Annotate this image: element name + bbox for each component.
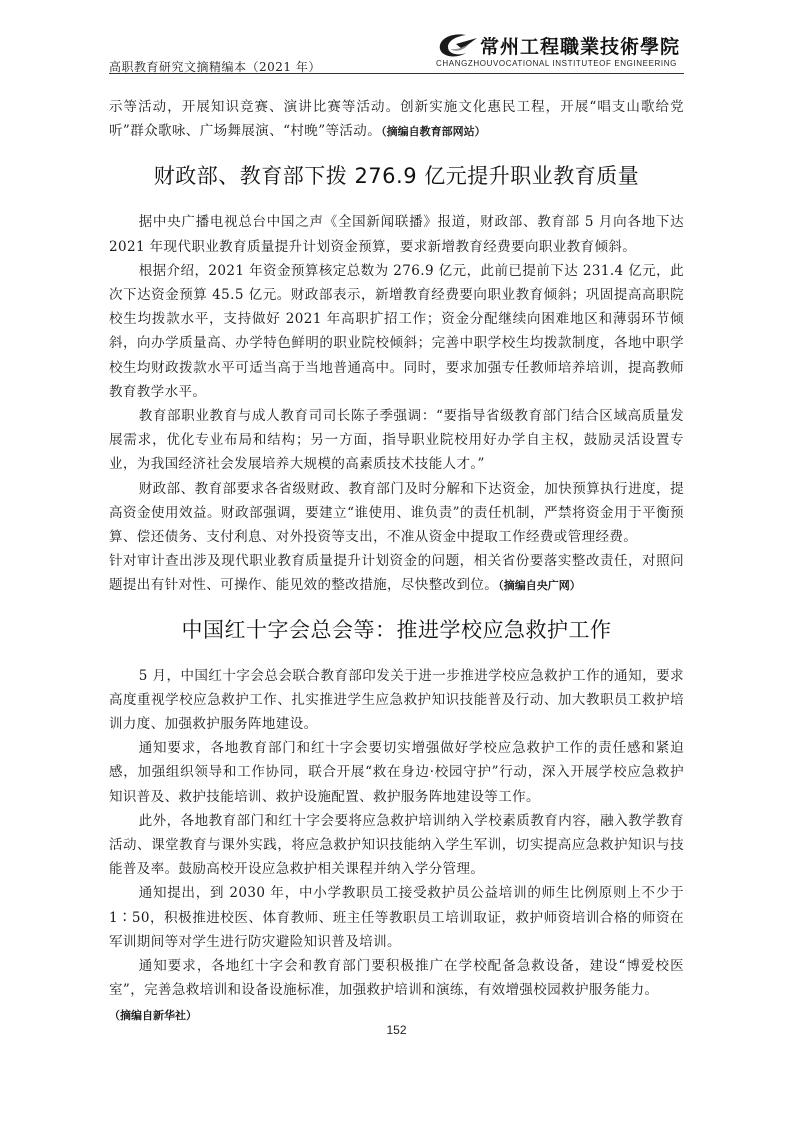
page-number: 152 bbox=[386, 1023, 407, 1037]
article1-paragraph: 财政部、教育部要求各省级财政、教育部门及时分解和下达资金，加快预算执行进度，提高资金使用效益。财政部强调，要建立“谁使用、谁负责”的责任机制，严禁将资金用于平衡预算、偿还债务、支付利息、对外投资等支出，不准从资金中提取工作经费或管理经费。 bbox=[109, 480, 684, 546]
intro-source: （摘编自教育部网站） bbox=[381, 125, 486, 139]
article1-paragraph: 根据介绍，2021 年资金预算核定总数为 276.9 亿元，此前已提前下达 231.4 亿元，此次下达资金预算 45.5 亿元。财政部表示，新增教育经费要向职业教育倾斜；巩固提高高职院校生均拨款水平，支持做好 2021 年高职扩招工作；资金分配继续向困难地区和薄弱环节倾斜，向办学质量高、办学特色鲜明的职业院校倾斜；完善中职学校生均拨款制度，各地中职学校生均财政拨款水平可适当高于当地普通高中。同时，要求加强专任教师培养培训，提高教师教育教学水平。 bbox=[109, 262, 684, 400]
article2-title: 中国红十字会总会等：推进学校应急救护工作 bbox=[181, 617, 612, 642]
article1-source: （摘编自央广网） bbox=[498, 579, 581, 593]
article2-paragraph: 5 月，中国红十字会总会联合教育部印发关于进一步推进学校应急救护工作的通知，要求高度重视学校应急救护工作、扎实推进学生应急救护知识技能普及行动、加大教职员工救护培训力度、加强救护服务阵地建设。 bbox=[109, 667, 684, 733]
college-name-en: CHANGZHOUVOCATIONAL INSTITUTEOF ENGINEERING bbox=[436, 59, 677, 68]
article1-title: 财政部、教育部下拨 276.9 亿元提升职业教育质量 bbox=[153, 164, 640, 189]
article2-paragraph: 通知要求，各地红十字会和教育部门要积极推广在学校配备急救设备，建设“博爱校医室”，完善急救培训和设备设施标准，加强救护培训和演练，有效增强校园救护服务能力。 bbox=[109, 958, 684, 999]
article2-source: （摘编自新华社） bbox=[109, 1008, 197, 1022]
article2-paragraph: 通知提出，到 2030 年，中小学教职员工接受救护员公益培训的师生比例原则上不少于 1∶50，积极推进校医、体育教师、班主任等教职员工培训取证，救护师资培训合格的师资在军训期间等对学生进行防灾避险知识普及培训。 bbox=[109, 885, 684, 950]
intro-paragraph bbox=[109, 95, 684, 144]
college-logo bbox=[436, 30, 684, 70]
page-content bbox=[109, 95, 684, 1028]
page-header bbox=[109, 30, 684, 74]
article1-paragraph: 教育部职业教育与成人教育司司长陈子季强调：“要指导省级教育部门结合区域高质量发展需求，优化专业布局和结构；另一方面，指导职业院校用好办学自主权，鼓励灵活设置专业，为我国经济社会发展培养大规模的高素质技术技能人才。” bbox=[109, 408, 684, 473]
article2-paragraph: 通知要求，各地教育部门和红十字会要切实增强做好学校应急救护工作的责任感和紧迫感，加强组织领导和工作协同，联合开展“救在身边·校园守护”行动，深入开展学校应急救护知识普及、救护技能培训、救护设施配置、救护服务阵地建设等工作。 bbox=[109, 740, 684, 805]
publication-title: 高职教育研究文摘精编本（2021 年） bbox=[109, 60, 321, 74]
article1-last-text: 针对审计查出涉及现代职业教育质量提升计划资金的问题，相关省份要落实整改责任，对照问题提出有针对性、可操作、能见效的整改措施，尽快整改到位。 bbox=[109, 553, 684, 594]
article1-paragraph: 据中央广播电视总台中国之声《全国新闻联播》报道，财政部、教育部 5 月向各地下达 2021 年现代职业教育质量提升计划资金预算，要求新增教育经费要向职业教育倾斜。 bbox=[109, 214, 684, 255]
intro-text: 示等活动，开展知识竞赛、演讲比赛等活动。创新实施文化惠民工程，开展“唱支山歌给党听”群众歌咏、广场舞展演、“村晚”等活动。 bbox=[109, 99, 684, 140]
college-name-cn: 常州工程職業技術學院 bbox=[480, 36, 681, 58]
college-emblem-icon bbox=[436, 32, 478, 60]
article1-last-paragraph bbox=[109, 549, 684, 598]
article2-paragraph: 此外，各地教育部门和红十字会要将应急救护培训纳入学校素质教育内容，融入教学教育活动、课堂教育与课外实践，将应急救护知识技能纳入学生军训，切实提高应急救护知识与技能普及率。鼓励高校开设应急救护相关课程并纳入学分管理。 bbox=[109, 812, 684, 878]
header-divider bbox=[109, 73, 684, 74]
